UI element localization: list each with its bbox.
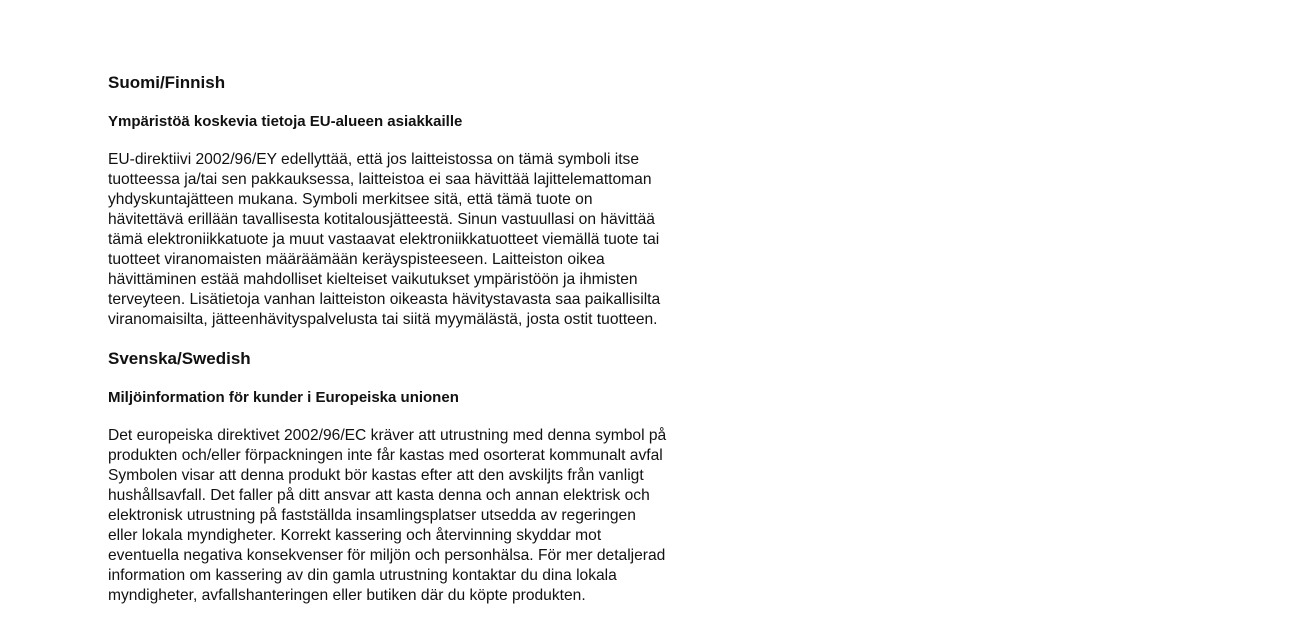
paragraph-line: tämä elektroniikkatuote ja muut vastaavat elektroniikkatuotteet viemällä tuote tai [108, 231, 660, 248]
paragraph [108, 150, 748, 330]
paragraph-line: produkten och/eller förpackningen inte får kastas med osorterat kommunalt avfal [108, 447, 663, 464]
section-finnish [108, 72, 748, 330]
language-heading: Suomi/Finnish [108, 73, 226, 92]
paragraph-line: hävitettävä erillään tavallisesta kotitalousjätteestä. Sinun vastuullasi on hävittää [108, 211, 655, 228]
paragraph-line: tuotteet viranomaisten määräämään keräyspisteeseen. Laitteiston oikea [108, 251, 605, 268]
paragraph-line: Symbolen visar att denna produkt bör kastas efter att den avskiljts från vanligt [108, 467, 644, 484]
paragraph-line: elektronisk utrustning på fastställda insamlingsplatser utsedda av regeringen [108, 507, 636, 524]
paragraph-line: eller lokala myndigheter. Korrekt kassering och återvinning skyddar mot [108, 527, 602, 544]
document-body [108, 72, 748, 606]
paragraph-line: terveyteen. Lisätietoja vanhan laitteiston oikeasta hävitystavasta saa paikallisilta [108, 291, 661, 308]
paragraph-line: hushållsavfall. Det faller på ditt ansvar att kasta denna och annan elektrisk och [108, 487, 650, 504]
section-swedish [108, 348, 748, 606]
paragraph-line: eventuella negativa konsekvenser för miljön och personhälsa. För mer detaljerad [108, 547, 666, 564]
paragraph-line: information om kassering av din gamla utrustning kontaktar du dina lokala [108, 567, 617, 584]
language-heading: Svenska/Swedish [108, 349, 251, 368]
paragraph-line: tuotteessa ja/tai sen pakkauksessa, laitteistoa ei saa hävittää lajittelemattoman [108, 171, 652, 188]
paragraph-line: EU-direktiivi 2002/96/EY edellyttää, että jos laitteistossa on tämä symboli itse [108, 151, 640, 168]
paragraph-line: hävittäminen estää mahdolliset kielteiset vaikutukset ympäristöön ja ihmisten [108, 271, 638, 288]
section-heading: Miljöinformation för kunder i Europeiska unionen [108, 389, 459, 406]
section-heading: Ympäristöä koskevia tietoja EU-alueen asiakkaille [108, 113, 463, 130]
paragraph-line: Det europeiska direktivet 2002/96/EC kräver att utrustning med denna symbol på [108, 427, 667, 444]
paragraph-line: yhdyskuntajätteen mukana. Symboli merkitsee sitä, että tämä tuote on [108, 191, 593, 208]
paragraph-line: myndigheter, avfallshanteringen eller butiken där du köpte produkten. [108, 587, 586, 604]
paragraph-line: viranomaisilta, jätteenhävityspalvelusta tai siitä myymälästä, josta ostit tuotteen. [108, 311, 658, 328]
paragraph [108, 426, 748, 606]
